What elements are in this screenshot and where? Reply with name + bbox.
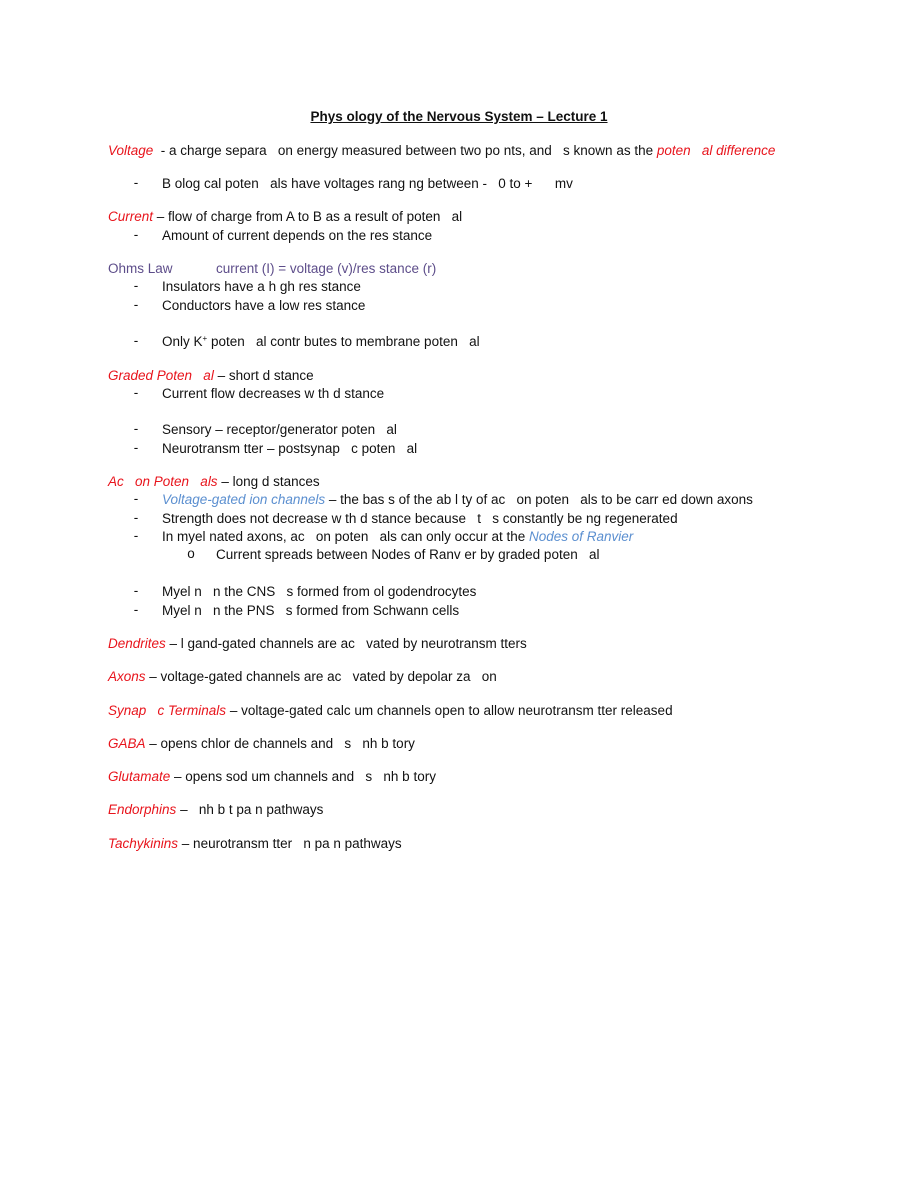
- definition-synaptic-terminals: [108, 702, 673, 720]
- graded-potential-definition: [108, 367, 314, 385]
- definition-term: Endorphins: [108, 802, 177, 817]
- definition-term: Dendrites: [108, 636, 166, 651]
- graded-potential-text: – short d stance: [213, 368, 314, 383]
- list-item: Myel n n the PNS s formed from Schwann cells: [162, 603, 460, 618]
- ohms-law-term: Ohms Law: [108, 261, 173, 276]
- current-text: – flow of charge from A to B as a result of poten al: [153, 209, 463, 224]
- bullet-dash: -: [133, 385, 139, 400]
- page-title: Phys ology of the Nervous System – Lecture 1: [310, 109, 608, 124]
- list-item-text: poten al contr butes to membrane poten al: [207, 334, 480, 349]
- list-item: Amount of current depends on the res stance: [162, 228, 433, 243]
- action-potentials-text: – long d stances: [217, 474, 320, 489]
- list-item: Conductors have a low res stance: [162, 298, 366, 313]
- definition-text: – neurotransm tter n pa n pathways: [178, 836, 402, 851]
- bullet-dash: -: [133, 510, 139, 525]
- definition-term: Axons: [108, 669, 146, 684]
- bullet-dash: -: [133, 528, 139, 543]
- bullet-dash: -: [133, 175, 139, 190]
- voltage-term: Voltage: [108, 143, 154, 158]
- ohms-law-formula: current (I) = voltage (v)/res stance (r): [216, 261, 437, 276]
- sub-bullet: o: [187, 546, 195, 561]
- bullet-dash: -: [133, 297, 139, 312]
- action-potentials-definition: [108, 473, 320, 491]
- definition-term: Synap c Terminals: [108, 703, 227, 718]
- bullet-dash: -: [133, 491, 139, 506]
- definition-text: – opens sod um channels and s nh b tory: [170, 769, 436, 784]
- list-item: Current flow decreases w th d stance: [162, 386, 385, 401]
- superscript: +: [202, 334, 208, 343]
- definition-endorphins: [108, 801, 323, 819]
- list-item-text: Only K: [162, 334, 203, 349]
- nodes-of-ranvier-term: Nodes of Ranvier: [528, 529, 634, 544]
- bullet-dash: -: [133, 333, 139, 348]
- definition-gaba: [108, 735, 415, 753]
- bullet-dash: -: [133, 227, 139, 242]
- definition-text: – voltage-gated channels are ac vated by depolar za on: [145, 669, 497, 684]
- voltage-definition: [108, 142, 775, 160]
- list-item-text: – the bas s of the ab l ty of ac on poten als to be carr ed down axons: [325, 492, 753, 507]
- definition-axons: [108, 668, 497, 686]
- voltage-text: - a charge separa on energy measured between two po nts, and s known as the: [153, 143, 657, 158]
- current-term: Current: [108, 209, 154, 224]
- bullet-dash: -: [133, 440, 139, 455]
- definition-text: – voltage-gated calc um channels open to allow neurotransm tter released: [226, 703, 673, 718]
- list-item: Sensory – receptor/generator poten al: [162, 422, 397, 437]
- list-item: [162, 491, 753, 509]
- list-item: [162, 528, 633, 546]
- list-item: Insulators have a h gh res stance: [162, 279, 361, 294]
- potential-difference-term: poten al difference: [656, 143, 776, 158]
- list-item: Myel n n the CNS s formed from ol godendrocytes: [162, 584, 477, 599]
- list-item: B olog cal poten als have voltages rang ng between - 0 to + mv: [162, 176, 573, 191]
- definition-term: Tachykinins: [108, 836, 179, 851]
- list-item: Neurotransm tter – postsynap c poten al: [162, 441, 418, 456]
- action-potentials-term: Ac on Poten als: [108, 474, 218, 489]
- definition-tachykinins: [108, 835, 402, 853]
- definition-term: GABA: [108, 736, 146, 751]
- list-item: [162, 333, 480, 351]
- bullet-dash: -: [133, 583, 139, 598]
- sub-list-item: Current spreads between Nodes of Ranv er by graded poten al: [216, 547, 600, 562]
- definition-term: Glutamate: [108, 769, 171, 784]
- voltage-gated-channels-term: Voltage-gated ion channels: [162, 492, 326, 507]
- bullet-dash: -: [133, 278, 139, 293]
- definition-text: – nh b t pa n pathways: [176, 802, 324, 817]
- current-definition: [108, 208, 462, 226]
- definition-dendrites: [108, 635, 527, 653]
- list-item: Strength does not decrease w th d stance because t s constantly be ng regenerated: [162, 511, 678, 526]
- graded-potential-term: Graded Poten al: [108, 368, 214, 383]
- definition-text: – opens chlor de channels and s nh b tory: [145, 736, 415, 751]
- list-item-text: In myel nated axons, ac on poten als can only occur at the: [162, 529, 529, 544]
- bullet-dash: -: [133, 421, 139, 436]
- bullet-dash: -: [133, 602, 139, 617]
- definition-glutamate: [108, 768, 436, 786]
- definition-text: – l gand-gated channels are ac vated by neurotransm tters: [165, 636, 527, 651]
